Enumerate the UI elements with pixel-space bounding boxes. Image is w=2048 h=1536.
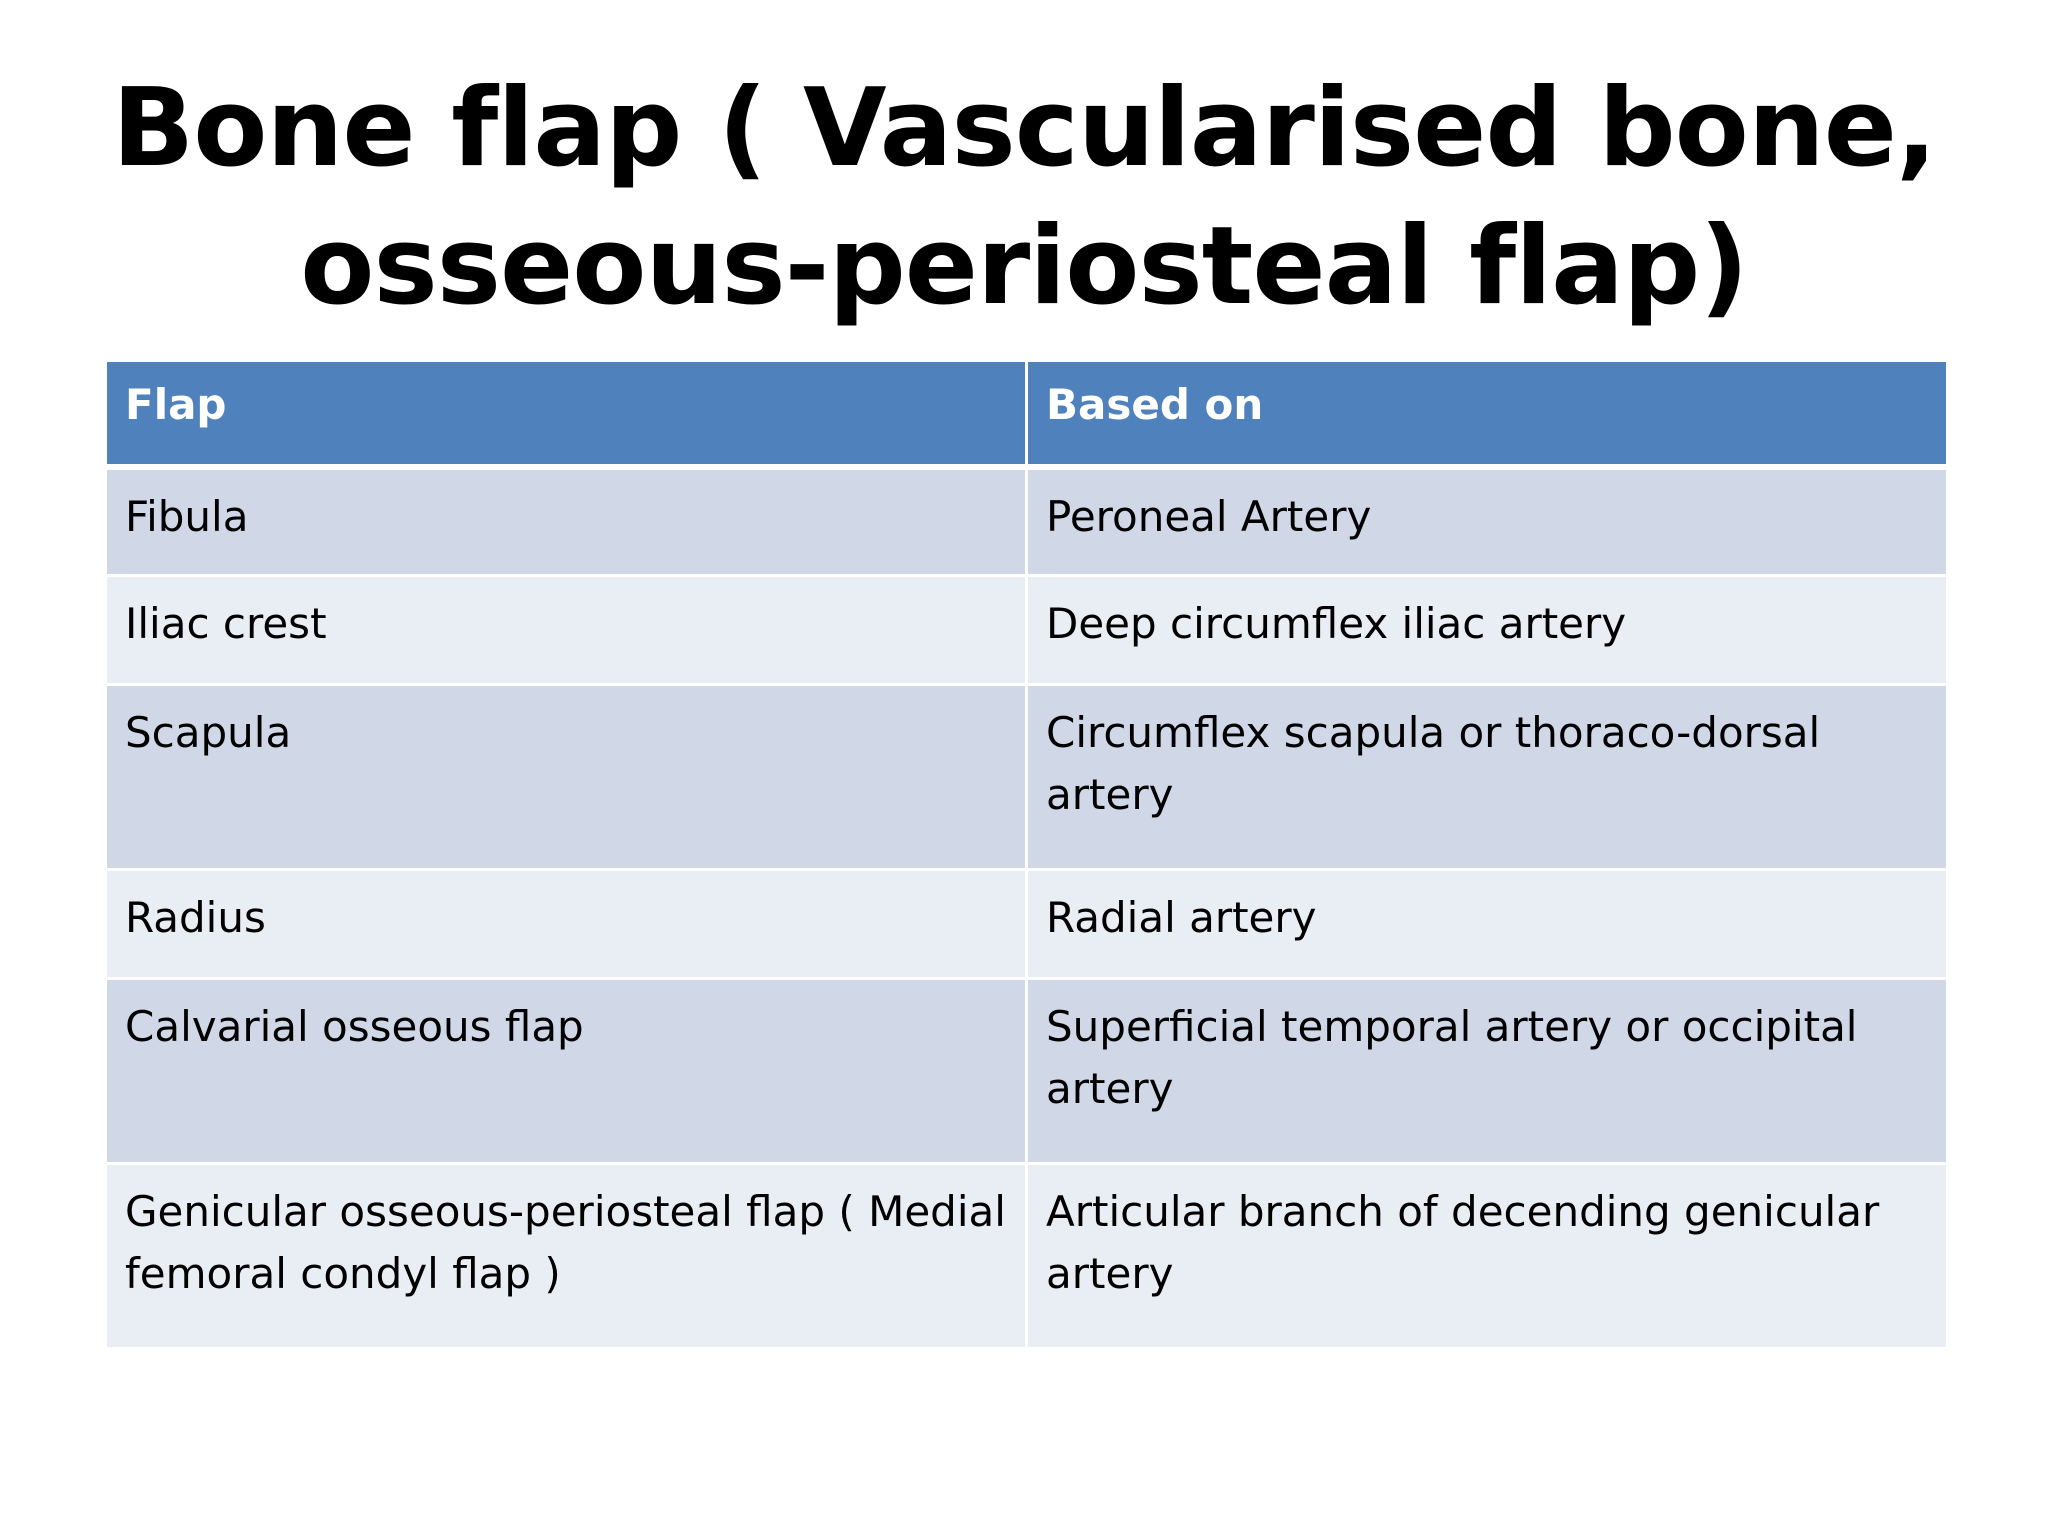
slide-title — [104, 60, 1944, 336]
table-row — [106, 979, 1948, 1164]
table-row — [106, 685, 1948, 870]
table-header-row — [106, 361, 1948, 467]
table-row — [106, 870, 1948, 979]
table-row — [106, 467, 1948, 576]
based-on-cell: Radial artery — [1027, 870, 1948, 979]
based-on-cell: Deep circumflex iliac artery — [1027, 576, 1948, 685]
table-row — [106, 576, 1948, 685]
column-header-based-on: Based on — [1027, 361, 1948, 467]
flap-table — [104, 359, 1949, 1350]
flap-cell: Radius — [106, 870, 1027, 979]
flap-cell: Calvarial osseous flap — [106, 979, 1027, 1164]
column-header-flap: Flap — [106, 361, 1027, 467]
slide-title-line-1: Bone flap ( Vascularised bone, — [111, 66, 1937, 191]
flap-cell: Scapula — [106, 685, 1027, 870]
flap-cell: Iliac crest — [106, 576, 1027, 685]
table-row — [106, 1164, 1948, 1349]
based-on-cell: Superficial temporal artery or occipital artery — [1027, 979, 1948, 1164]
slide-title-line-2: osseous-periosteal flap) — [300, 204, 1748, 329]
flap-cell: Fibula — [106, 467, 1027, 576]
based-on-cell: Circumflex scapula or thoraco-dorsal artery — [1027, 685, 1948, 870]
flap-cell: Genicular osseous-periosteal flap ( Medial femoral condyl flap ) — [106, 1164, 1027, 1349]
based-on-cell: Peroneal Artery — [1027, 467, 1948, 576]
based-on-cell: Articular branch of decending genicular artery — [1027, 1164, 1948, 1349]
